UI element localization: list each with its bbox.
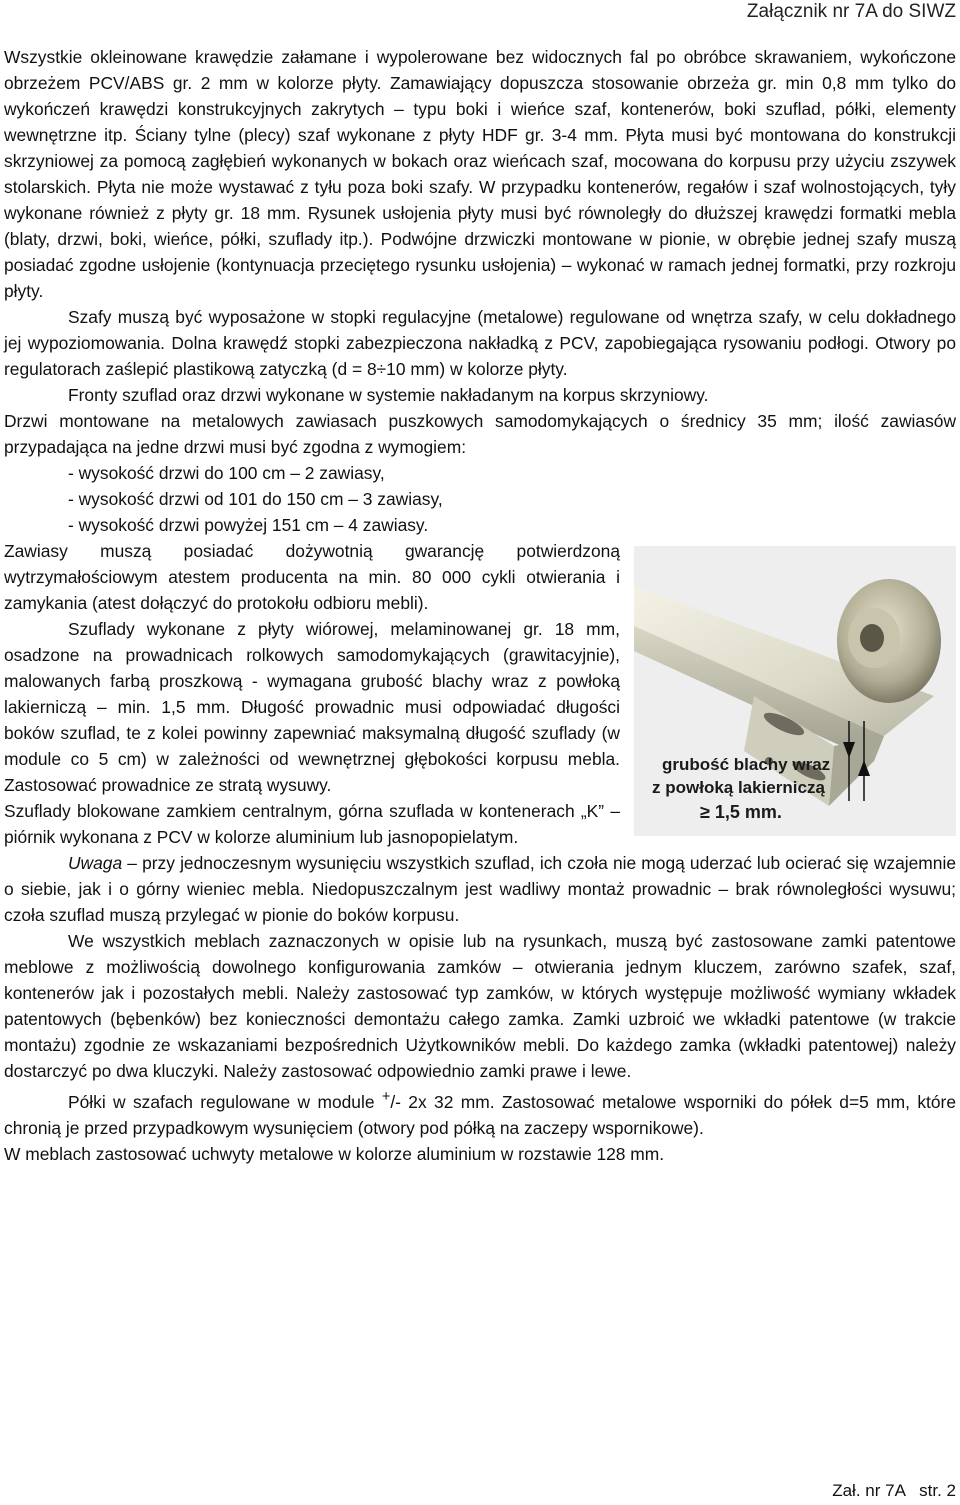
document-header — [747, 0, 956, 24]
paragraph-adjustable-feet: Szafy muszą być wyposażone w stopki regulacyjne (metalowe) regulowane od wnętrza szafy, w celu dokładnego jej wypoziomowania. Dolna krawędź stopki zabezpieczona nakładką z PCV, zapobiegająca rysowaniu podłogi. Otwory po regulatorach zaślepić plastikową zatyczką (d = 8÷10 mm) w kolorze płyty. — [4, 307, 956, 379]
header-title: Załącznik nr 7A do SIWZ — [746, 1, 956, 22]
paragraph-hinges: Drzwi montowane na metalowych zawiasach puszkowych samodomykających o średnicy 35 mm; ilość zawiasów przypadająca na jedne drzwi musi być zgodna z wymogiem: — [4, 411, 956, 457]
note-label: Uwaga — [68, 853, 123, 873]
page-number: Zał. nr 7A str. 2 — [832, 1481, 956, 1500]
figure-caption-line2: z powłoką lakierniczą — [652, 778, 825, 797]
shelves-text-a: Półki w szafach regulowane w module — [68, 1091, 382, 1112]
page-footer — [832, 1479, 956, 1503]
note-text: – przy jednoczesnym wysunięciu wszystkich szuflad, ich czoła nie mogą uderzać lub ocierać się wzajemnie o siebie, jak i o górny wieniec mebla. Niedopuszczalnym jest wadliwy montaż prowadnic – brak równoległości wysuwu; czoła szuflad muszą przylegać w pionie do boków korpusu. — [4, 853, 956, 925]
paragraph-drawers: Szuflady wykonane z płyty wiórowej, melaminowanej gr. 18 mm, osadzone na prowadnicach rolkowych samodomykających (grawitacyjnie), malowanych farbą proszkową - wymagana grubość blachy wraz z powłoką lakierniczą – min. 1,5 mm. Długość prowadnic musi odpowiadać długości boków szuflad, te z kolei powinny zapewniać maksymalną długość szuflady (w module co 5 cm) w zależności od wewnętrznej głębokości korpusu mebla. Zastosować prowadnice ze stratą wysuwy. — [4, 619, 620, 795]
paragraph-hinge-warranty: Zawiasy muszą posiadać dożywotnią gwarancję potwierdzoną wytrzymałościowym atestem producenta na min. 80 000 cykli otwierania i zamykania (atest dołączyć do protokołu odbioru mebli). — [4, 541, 620, 613]
plus-sign: + — [381, 1089, 391, 1105]
paragraph-shelves — [4, 1084, 956, 1141]
paragraph-handles: W meblach zastosować uchwyty metalowe w kolorze aluminium w rozstawie 128 mm. — [4, 1143, 665, 1164]
paragraph-note — [4, 850, 956, 928]
figure-caption-line3: ≥ 1,5 mm. — [700, 802, 782, 822]
paragraph-fronts: Fronty szuflad oraz drzwi wykonane w systemie nakładanym na korpus skrzyniowy. — [68, 385, 709, 405]
document-body — [4, 44, 956, 1167]
shelves-text-b: /- 2x 32 mm. Zastosować metalowe wsporniki do półek d=5 mm, które chronią je przed przypadkowym wysunięciem (otwory pod półką na zaczepy wspornikowe). — [4, 1091, 956, 1138]
list-item: - wysokość drzwi do 100 cm – 2 zawiasy, — [68, 463, 385, 483]
paragraph-locks: We wszystkich meblach zaznaczonych w opisie lub na rysunkach, muszą być zastosowane zamki patentowe meblowe z możliwością dowolnego konfigurowania zamków – otwierania jednym kluczem, zarówno szafek, szaf, kontenerów jak i pozostałych mebli. Należy zastosować typ zamków, w których występuje możliwość wymiany wkładek patentowych (bębenków) bez konieczności demontażu całego zamka. Zamki uzbroić we wkładki patentowe (w trakcie montażu) zgodnie ze wskazaniami bezpośrednich Użytkowników mebli. Do każdego zamka (wkładki patentowej) należy dostarczyć po dwa kluczyki. Należy zastosować odpowiednio zamki prawe i lewe. — [4, 931, 956, 1081]
paragraph-central-lock: Szuflady blokowane zamkiem centralnym, górna szuflada w kontenerach „K” – piórnik wykonana z PCV w kolorze aluminium lub jasnopopielatym. — [4, 801, 620, 847]
hinge-requirements-list — [4, 460, 956, 538]
list-item: - wysokość drzwi od 101 do 150 cm – 3 zawiasy, — [68, 489, 443, 509]
list-item: - wysokość drzwi powyżej 151 cm – 4 zawiasy. — [68, 515, 429, 535]
drawer-slide-figure — [634, 546, 956, 836]
figure-caption-line1: grubość blachy wraz — [662, 755, 831, 774]
drawer-slide-illustration — [634, 546, 956, 836]
paragraph-edges-and-back-panels: Wszystkie okleinowane krawędzie załamane i wypolerowane bez widocznych fal po obróbce skrawaniem, wykończone obrzeżem PCV/ABS gr. 2 mm w kolorze płyty. Zamawiający dopuszcza stosowanie obrzeża gr. min 0,8 mm tylko do wykończeń krawędzi konstrukcyjnych zakrytych – typu boki i wieńce szaf, kontenerów, boki szuflad, półki, elementy wewnętrzne itp. Ściany tylne (plecy) szaf wykonane z płyty HDF gr. 3-4 mm. Płyta musi być montowana do konstrukcji skrzyniowej za pomocą zagłębień wykonanych w bokach oraz wieńcach szaf, mocowana do korpusu przy użyciu zszywek stolarskich. Płyta nie może wystawać z tyłu poza boki szafy. W przypadku kontenerów, regałów i szaf wolnostojących, tyły wykonane również z płyty gr. 18 mm. Rysunek usłojenia płyty musi być równoległy do dłuższej krawędzi formatki mebla (blaty, drzwi, boki, wieńce, półki, szuflady itp.). Podwójne drzwiczki montowane w pionie, w obrębie jednej szafy muszą posiadać zgodne usłojenie (kontynuacja przeciętego rysunku usłojenia) – wykonać w ramach jednej formatki, przy rozkroju płyty. — [4, 47, 956, 301]
